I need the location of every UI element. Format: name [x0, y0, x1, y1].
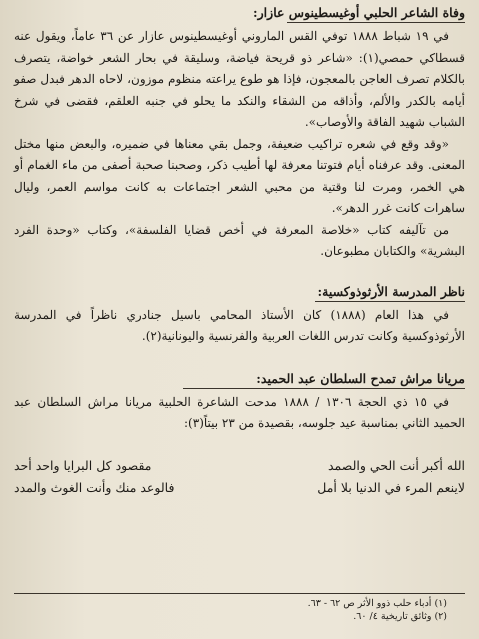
footnote: (١) أدباء حلب ذوو الأثر ص ٦٢ - ٦٣. — [307, 598, 447, 609]
paragraph: في هذا العام (١٨٨٨) كان الأستاذ المحامي باسيل جنادري ناظراً في المدرسة الأرثوذوكسية وكانت تدرس اللغات العربية والفرنسية واليونانية(٢). — [14, 307, 465, 343]
paragraph: في ١٩ شباط ١٨٨٨ توفي القس الماروني أوغيسطينوس عازار عن ٣٦ عاماً، ويقول عنه قسطاكي حمصي(١): «شاعر ذو قريحة فياضة، وسليقة في بحار الشعر خواضة، يتصرف بالكلام تصرف العاجن بالمعجون، فإذا هو طوع يراعته منظوم موزون، لاحاه الدهر فبدل صفو أيامه بالكدر والألم، وأذاقه من الشقاء والنكد ما يحلو في جنبه العلقم، فقضى في شرخ الشباب شهيد الفاقة والأوصاب». — [14, 29, 465, 129]
paragraph: من تآليفه كتاب «خلاصة المعرفة في أخص قضايا الفلسفة»، وكتاب «وحدة الفرد البشرية» والكتابان مطبوعان. — [14, 222, 465, 258]
section-heading: ناظر المدرسة الأرثوذوكسية: — [317, 283, 465, 299]
footnote: (٢) وثائق تاريخية ٤/ ٦٠. — [353, 611, 447, 622]
section-heading: وفاة الشاعر الحلبي أوغيسطينوس عازار: — [253, 5, 465, 20]
heading-underline — [315, 301, 465, 302]
section-poet-death — [14, 4, 465, 263]
heading-underline — [183, 388, 465, 389]
poem-first-hemistich: لاينعم المرء في الدنيا بلا أمل — [317, 479, 465, 495]
poem-second-hemistich: فالوعد منك وأنت الغوث والمدد — [14, 479, 175, 495]
footnotes — [14, 593, 465, 623]
poem-first-hemistich: الله أكبر أنت الحي والصمد — [327, 457, 465, 473]
heading-underline — [287, 22, 465, 23]
section-heading: مريانا مراش تمدح السلطان عبد الحميد: — [256, 370, 465, 386]
poem-verse — [14, 477, 465, 499]
paragraph: في ١٥ ذي الحجة ١٣٠٦ / ١٨٨٨ مدحت الشاعرة الحلبية مريانا مراش السلطان عبد الحميد الثاني بمناسبة عيد جلوسه، بقصيدة من ٢٣ بيتاً(٣): — [14, 394, 465, 430]
section-orthodox-school — [14, 283, 465, 348]
paragraph: «وقد وقع في شعره تراكيب ضعيفة، وجمل بقي معناها في ضميره، والبعض منها مختل المعنى. وقد عرفناه أيام فتوتنا معرفة لها أطيب ذكر، وصحبنا صحبة أصفى من ماء الغمام أو هي الخمر، ومرت لنا وقتية من محبي الشعر اجتماعات به كانت مواسم العمر، وليال ساهرات كانت غرر الدهر». — [14, 136, 466, 215]
section-mariana-marrash — [14, 370, 465, 435]
poem-second-hemistich: مقصود كل البرايا واحد أحد — [14, 457, 152, 473]
poem-verse — [14, 455, 465, 477]
poem — [14, 455, 465, 499]
